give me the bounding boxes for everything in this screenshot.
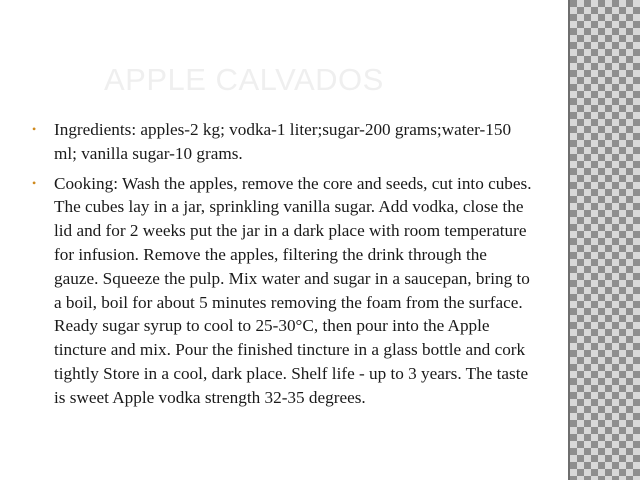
list-item-cooking <box>30 172 535 410</box>
slide-title: APPLE CALVADOS <box>104 62 384 97</box>
content-list <box>30 118 535 416</box>
decorative-pattern-strip <box>570 0 640 480</box>
bullet-icon: • <box>32 175 37 190</box>
bullet-icon: • <box>32 122 37 136</box>
cooking-text: Cooking: Wash the apples, remove the core and seeds, cut into cubes. The cubes lay in a jar, sprinkling vanilla sugar. Add vodka, close the lid and for 2 weeks put the jar in a dark place with room temperature for infusion. Remove the apples, filtering the drink through the gauze. Squeeze the pulp. Mix water and sugar in a saucepan, bring to a boil, boil for about 5 minutes removing the foam from the surface. Ready sugar syrup to cool to 25-30°C, then pour into the Apple tincture and mix. Pour the finished tincture in a glass bottle and cork tightly Store in a cool, dark place. Shelf life - up to 3 years. The taste is sweet Apple vodka strength 32-35 degrees. <box>54 173 532 407</box>
ingredients-text: Ingredients: apples-2 kg; vodka-1 liter;sugar-200 grams;water-150 ml; vanilla sugar-10 grams. <box>54 120 512 163</box>
list-item-ingredients <box>30 118 535 166</box>
